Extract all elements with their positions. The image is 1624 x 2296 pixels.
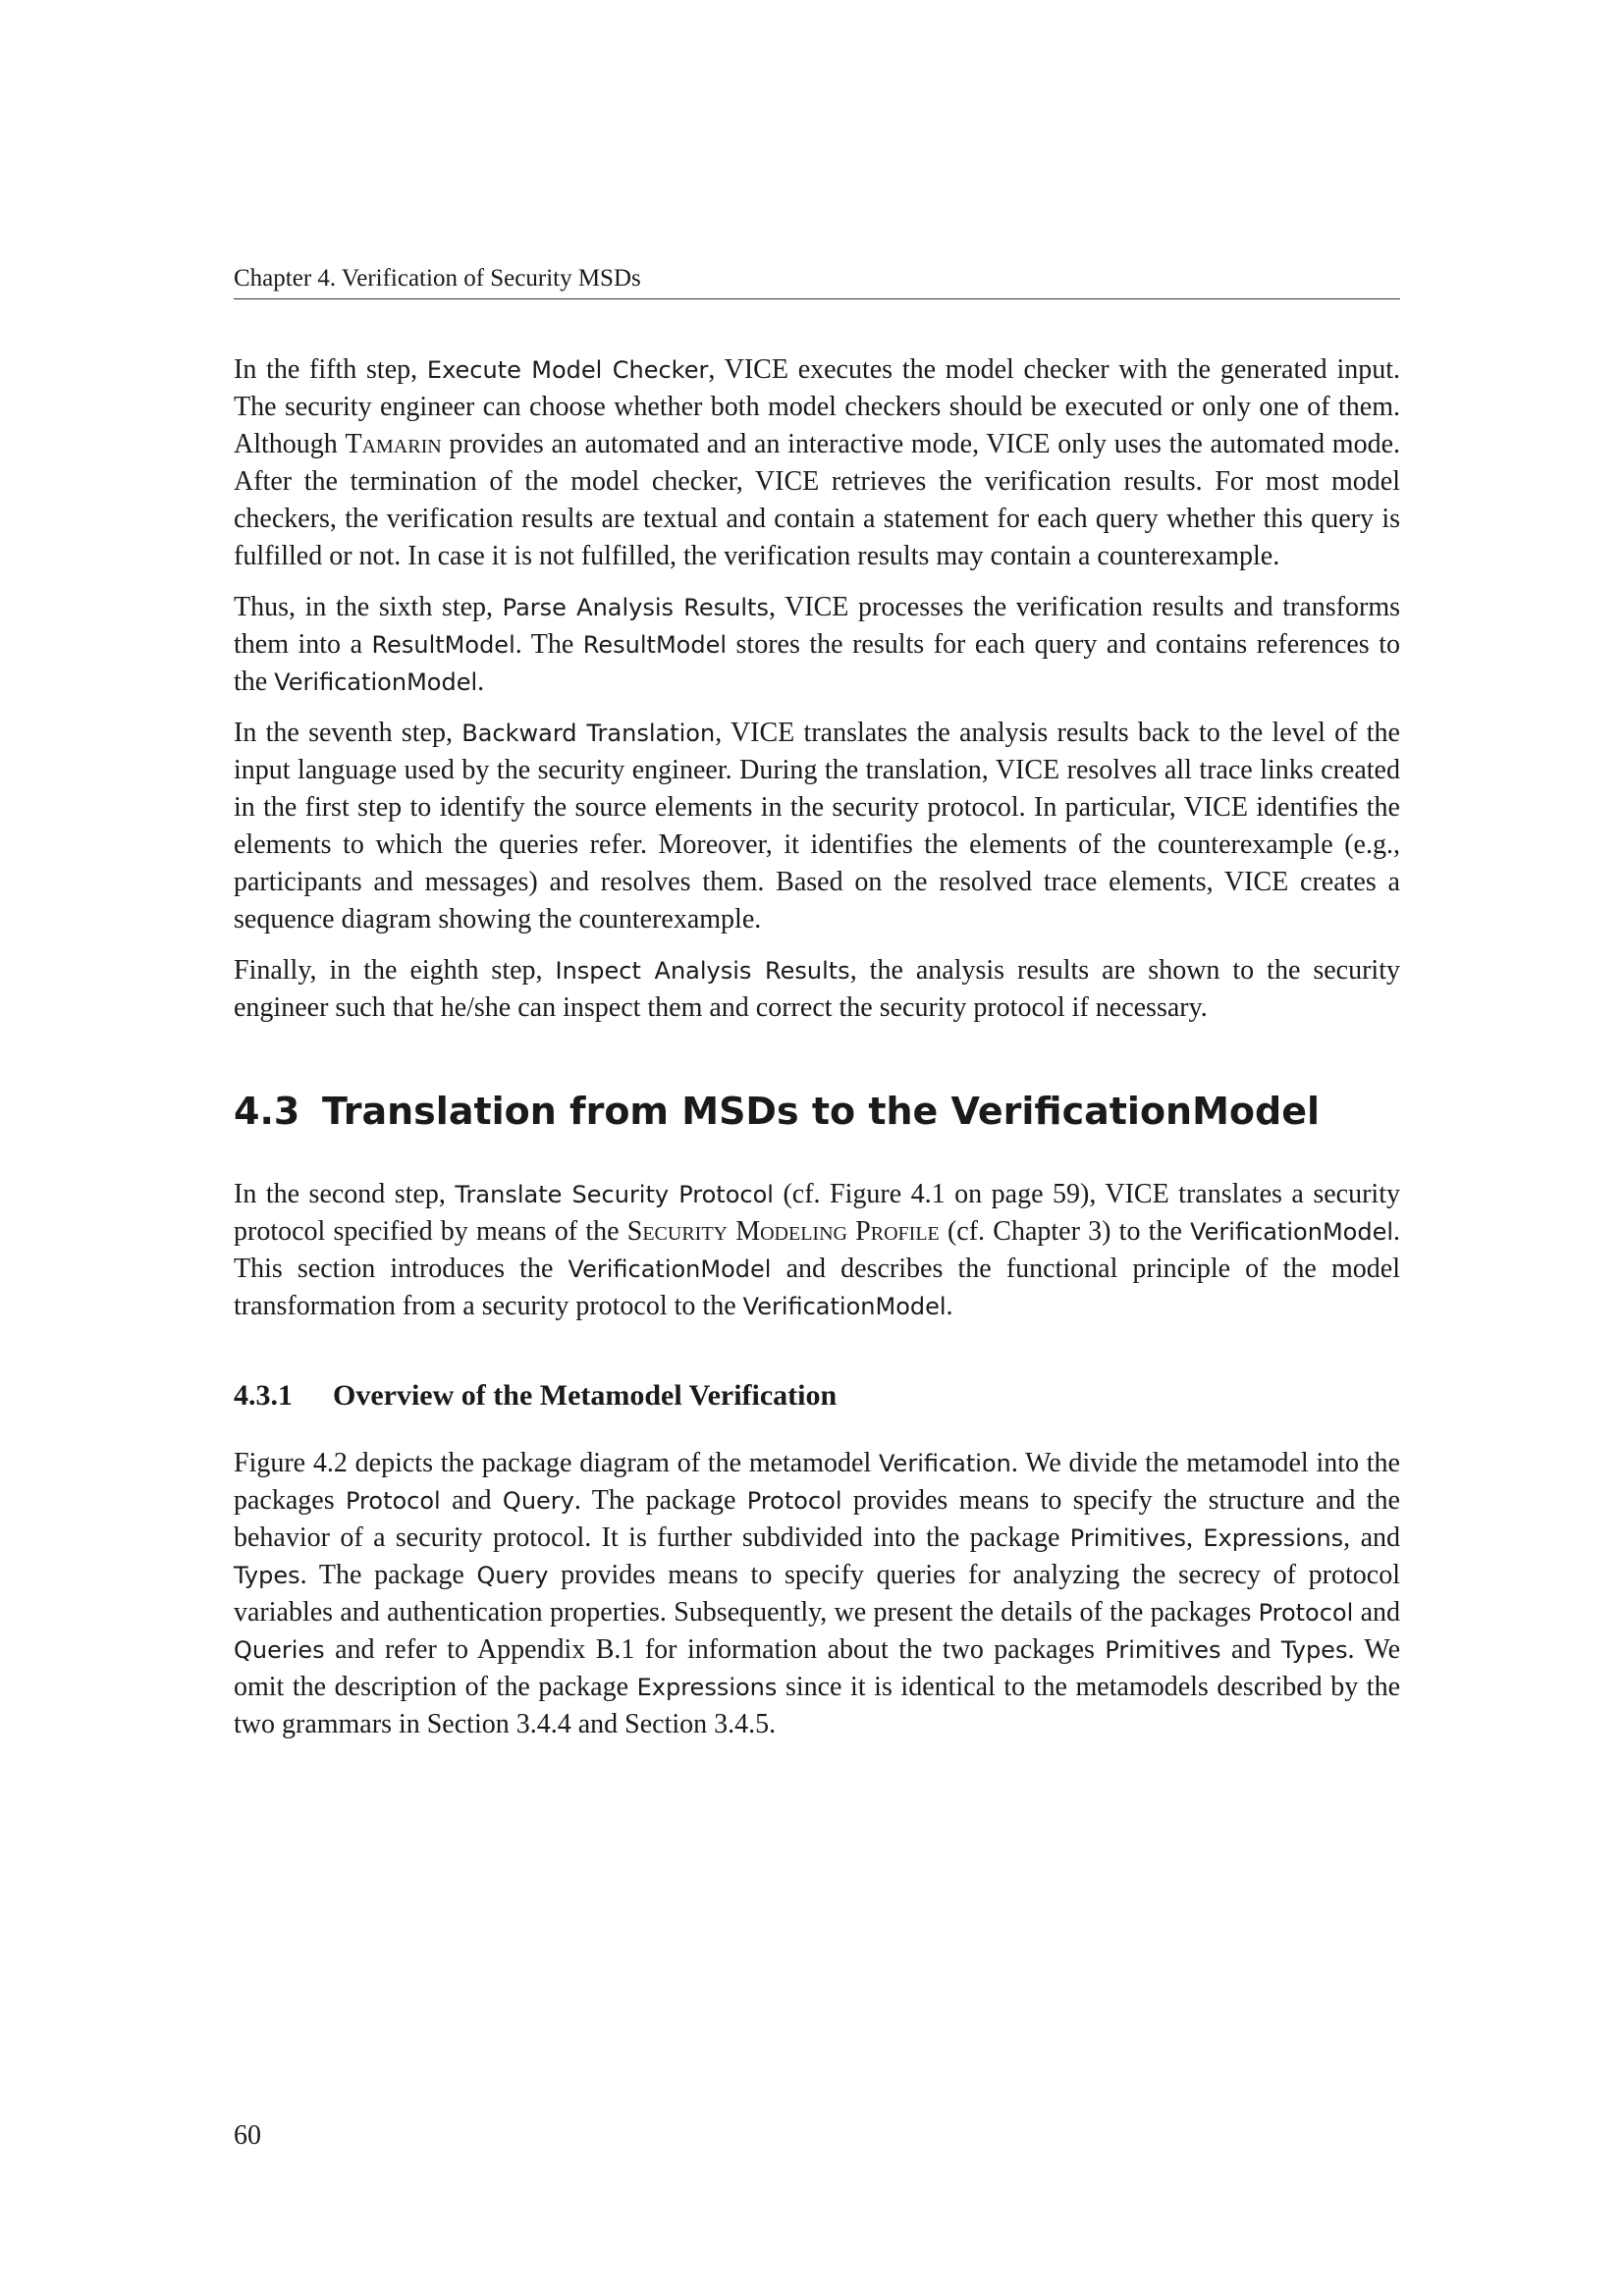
step-name-parse-analysis-results: Parse Analysis Results — [502, 594, 769, 621]
text-run: , the analysis results are shown to the security engineer such that he/she can inspect them and correct the security protocol if necessary. — [234, 955, 1400, 1023]
section-number: 4.3 — [234, 1090, 300, 1133]
page — [234, 0, 1400, 2296]
text-run: , — [1185, 1522, 1204, 1553]
text-run: and — [1353, 1597, 1400, 1628]
text-run: provides means to specify the structure and the behavior of a security protocol. It is further subdivided into the package — [234, 1485, 1400, 1553]
paragraph-execute-model-checker — [234, 351, 1400, 575]
page-body — [234, 351, 1400, 1757]
text-run: and refer to Appendix B.1 for information about the two packages — [324, 1634, 1106, 1665]
text-run: In the fifth step, — [234, 354, 427, 385]
text-run: . — [477, 667, 485, 697]
subsection-number: 4.3.1 — [234, 1379, 293, 1412]
text-run: since it is identical to the metamodels described by the two grammars in Section 3.4.4 and Section 3.4.5. — [234, 1672, 1400, 1739]
paragraph-metamodel-overview — [234, 1445, 1400, 1743]
term-verificationmodel: VerificationModel — [1190, 1218, 1393, 1246]
term-primitives: Primitives — [1069, 1524, 1186, 1552]
text-run: Thus, in the sixth step, — [234, 592, 503, 622]
paragraph-translate-security-protocol — [234, 1176, 1400, 1325]
running-header — [234, 261, 1400, 299]
term-verificationmodel: VerificationModel — [568, 1255, 772, 1283]
text-run: Figure 4.2 depicts the package diagram of the metamodel — [234, 1448, 879, 1478]
text-run: . The package — [299, 1560, 477, 1590]
term-query: Query — [476, 1562, 549, 1589]
term-query: Query — [502, 1487, 574, 1515]
text-run: . We divide the metamodel into the packages — [234, 1448, 1400, 1516]
subsection-heading — [234, 1376, 1400, 1415]
paragraph-inspect-analysis-results — [234, 952, 1400, 1027]
text-run: and — [440, 1485, 503, 1516]
term-types: Types — [1280, 1636, 1348, 1664]
profile-name-security-modeling-profile: Security Modeling Profile — [626, 1216, 940, 1247]
text-run: and — [1220, 1634, 1281, 1665]
text-run: . — [946, 1291, 953, 1321]
text-run: stores the results for each query and contains references to the — [234, 629, 1400, 697]
term-resultmodel: ResultModel — [582, 631, 728, 659]
section-heading — [234, 1088, 1400, 1135]
text-run: (cf. Chapter 3) to the — [939, 1216, 1191, 1247]
page-number: 60 — [234, 2120, 261, 2151]
term-expressions: Expressions — [1203, 1524, 1344, 1552]
term-expressions: Expressions — [636, 1674, 778, 1701]
term-protocol: Protocol — [1258, 1599, 1354, 1627]
running-header-title: Chapter 4. Verification of Security MSDs — [234, 265, 641, 292]
term-primitives: Primitives — [1105, 1636, 1221, 1664]
text-run: In the second step, — [234, 1179, 456, 1209]
text-run: , VICE executes the model checker with the generated input. The security engineer can choose whether both model checkers should be executed or only one of them. Although — [234, 354, 1401, 459]
step-name-translate-security-protocol: Translate Security Protocol — [455, 1181, 774, 1208]
term-verificationmodel: VerificationModel — [742, 1293, 947, 1320]
text-run: . This section introduces the — [234, 1216, 1400, 1284]
text-run: , VICE translates the analysis results back to the level of the input language used by the security engineer. During the translation, VICE resolves all trace links created in the first step to identify the source elements in the security protocol. In particular, VICE identifies the elements to which the queries refer. Moreover, it identifies the elements of the counterexample (e.g., participants and messages) and resolves them. Based on the resolved trace elements, VICE creates a sequence diagram showing the counterexample. — [234, 718, 1400, 934]
term-protocol: Protocol — [346, 1487, 441, 1515]
subsection-title: Overview of the Metamodel Verification — [333, 1379, 838, 1412]
text-run: provides means to specify queries for analyzing the secrecy of protocol variables and authentication properties. Subsequently, we present the details of the packages — [234, 1560, 1400, 1628]
term-queries: Queries — [234, 1636, 325, 1664]
text-run: (cf. Figure 4.1 on page 59), VICE translates a security protocol specified by means of the — [234, 1179, 1400, 1247]
term-verification: Verification — [879, 1450, 1011, 1477]
text-run: , and — [1343, 1522, 1401, 1553]
paragraph-backward-translation — [234, 715, 1400, 938]
text-run: Finally, in the eighth step, — [234, 955, 556, 986]
text-run: and describes the functional principle of the model transformation from a security protocol to the — [234, 1254, 1400, 1321]
tool-name-tamarin: Tamarin — [345, 429, 442, 459]
step-name-execute-model-checker: Execute Model Checker — [426, 356, 709, 384]
step-name-backward-translation: Backward Translation — [461, 720, 716, 747]
text-run: . We omit the description of the package — [234, 1634, 1400, 1702]
step-name-inspect-analysis-results: Inspect Analysis Results — [555, 957, 850, 985]
section-title: Translation from MSDs to the VerificationModel — [322, 1090, 1321, 1133]
text-run: . The package — [573, 1485, 747, 1516]
text-run: In the seventh step, — [234, 718, 462, 748]
text-run: , VICE processes the verification results and transforms them into a — [234, 592, 1400, 660]
term-types: Types — [234, 1562, 300, 1589]
term-protocol: Protocol — [746, 1487, 842, 1515]
text-run: provides an automated and an interactive mode, VICE only uses the automated mode. After the termination of the model checker, VICE retrieves the verification results. For most model checkers, the verification results are textual and contain a statement for each query whether this query is fulfilled or not. In case it is not fulfilled, the verification results may contain a counterexample. — [234, 429, 1401, 571]
term-resultmodel: ResultModel — [371, 631, 515, 659]
text-run: . The — [514, 629, 583, 660]
paragraph-parse-analysis-results — [234, 589, 1400, 701]
term-verificationmodel: VerificationModel — [274, 668, 478, 696]
